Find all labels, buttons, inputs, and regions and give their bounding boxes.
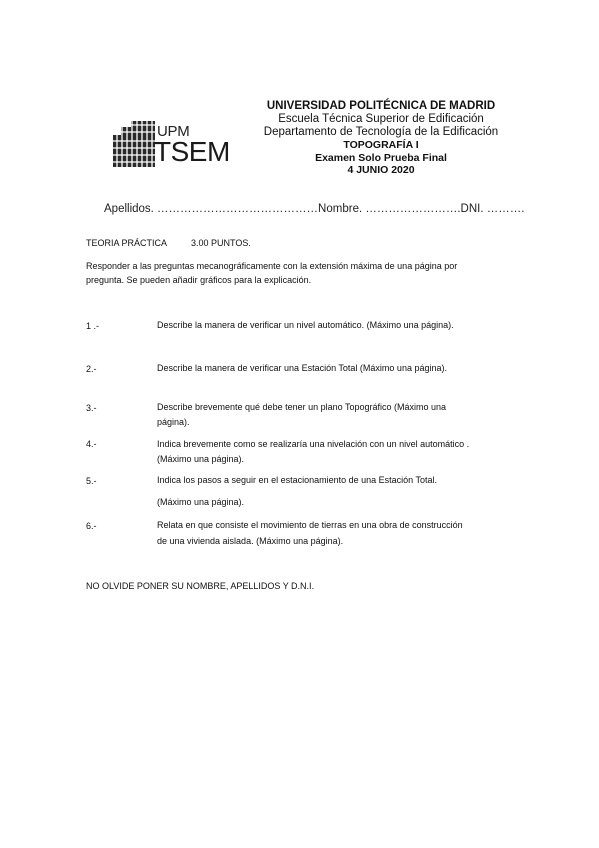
question-text: Relata en que consiste el movimiento de tierras en una obra de construcción bbox=[157, 520, 463, 530]
school-name: Escuela Técnica Superior de Edificación bbox=[278, 113, 484, 125]
question-text: de una vivienda aislada. (Máximo una página). bbox=[157, 536, 344, 546]
question-text: Describe la manera de verificar una Estación Total (Máximo una página). bbox=[157, 363, 447, 373]
footer-reminder: NO OLVIDE PONER SU NOMBRE, APELLIDOS Y D.N.I. bbox=[86, 581, 315, 591]
instructions-line-2: pregunta. Se pueden añadir gráficos para la explicación. bbox=[86, 275, 312, 285]
department-name: Departamento de Tecnología de la Edificación bbox=[263, 126, 499, 138]
building-logo-icon bbox=[113, 121, 155, 167]
upm-tsem-logo bbox=[113, 121, 231, 169]
question-number: 1 .- bbox=[86, 321, 100, 331]
question-number: 3.- bbox=[86, 403, 97, 413]
question-text: (Máximo una página). bbox=[157, 454, 245, 464]
question-number: 5.- bbox=[86, 476, 97, 486]
logo-tsem-text: TSEM bbox=[154, 136, 230, 167]
question-text: Describe brevemente qué debe tener un plano Topográfico (Máximo una bbox=[157, 402, 447, 412]
question-text: Describe la manera de verificar un nivel automático. (Máximo una página). bbox=[157, 320, 454, 330]
question-text: Indica los pasos a seguir en el estacionamiento de una Estación Total. bbox=[157, 475, 438, 485]
question-text: página). bbox=[157, 417, 190, 427]
section-points: 3.00 PUNTOS. bbox=[191, 238, 251, 248]
student-info-line: Apellidos. ……………………………………Nombre. …………………….DNI. ………. bbox=[104, 203, 525, 215]
question-text: (Máximo una página). bbox=[157, 497, 245, 507]
question-number: 4.- bbox=[86, 439, 97, 449]
question-text: Indica brevemente como se realizaría una nivelación con un nivel automático . bbox=[157, 439, 470, 449]
subject-name: TOPOGRAFÍA I bbox=[343, 139, 419, 151]
logo-upm-text: UPM bbox=[157, 123, 190, 140]
university-name: UNIVERSIDAD POLITÉCNICA DE MADRID bbox=[266, 100, 496, 112]
instructions-line-1: Responder a las preguntas mecanográficamente con la extensión máxima de una página por bbox=[86, 261, 458, 271]
exam-type: Examen Solo Prueba Final bbox=[315, 151, 447, 164]
exam-header bbox=[246, 100, 516, 177]
question-number: 2.- bbox=[86, 364, 97, 374]
section-title: TEORIA PRÁCTICA bbox=[86, 238, 168, 248]
question-number: 6.- bbox=[86, 521, 97, 531]
exam-date: 4 JUNIO 2020 bbox=[347, 164, 415, 176]
